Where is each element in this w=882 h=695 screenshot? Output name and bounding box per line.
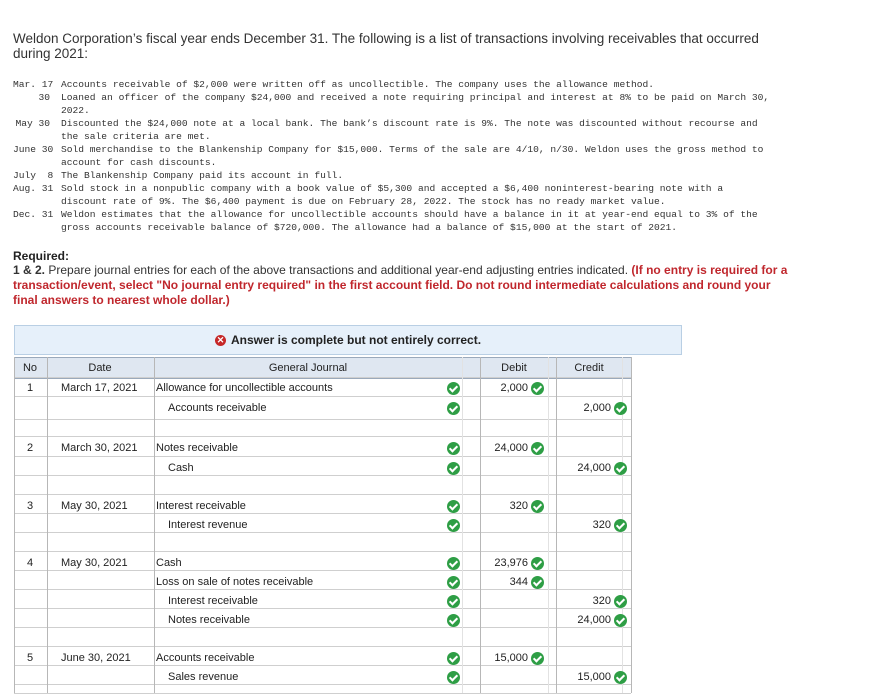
transaction-text: account for cash discounts. (61, 157, 217, 168)
debit-field[interactable]: 344 (509, 576, 528, 588)
debit-field[interactable]: 15,000 (494, 652, 528, 664)
account-correct-check-icon (447, 442, 460, 455)
account-field[interactable]: Interest receivable (156, 500, 246, 512)
account-correct-check-icon (447, 382, 460, 395)
transaction-text: the sale criteria are met. (61, 131, 211, 142)
entry-date[interactable]: May 30, 2021 (61, 557, 128, 569)
transaction-text: Sold merchandise to the Blankenship Company for $15,000. Terms of the sale are 4/10, n/30. Weldon uses the gross method to (61, 144, 764, 155)
account-field[interactable]: Loss on sale of notes receivable (156, 576, 314, 588)
col-debit-header: Debit (501, 362, 527, 374)
row-divider (14, 551, 631, 552)
entry-number: 3 (26, 500, 34, 512)
problem-intro: Weldon Corporation’s fiscal year ends December 31. The following is a list of transactions involving receivables that occurred during 2021: (13, 31, 759, 61)
debit-correct-check-icon (531, 500, 544, 513)
account-correct-check-icon (447, 500, 460, 513)
answer-status-text: Answer is complete but not entirely correct. (230, 333, 482, 347)
entry-number: 5 (26, 652, 34, 664)
transaction-date: Dec. 31 (13, 209, 54, 220)
credit-field[interactable]: 15,000 (577, 671, 611, 683)
account-field[interactable]: Interest revenue (168, 519, 248, 531)
entry-number: 4 (26, 557, 34, 569)
col-credit-header: Credit (574, 362, 604, 374)
col-no-header: No (22, 362, 38, 374)
account-field[interactable]: Interest receivable (168, 595, 258, 607)
column-divider (631, 357, 632, 693)
credit-correct-check-icon (614, 614, 627, 627)
journal-row (14, 459, 631, 478)
journal-row (14, 611, 631, 630)
row-divider (14, 494, 631, 495)
journal-row (14, 379, 631, 398)
debit-field[interactable]: 23,976 (494, 557, 528, 569)
transaction-text: 2022. (61, 105, 90, 116)
debit-field[interactable]: 24,000 (494, 442, 528, 454)
debit-correct-check-icon (531, 652, 544, 665)
debit-field[interactable]: 320 (509, 500, 528, 512)
entry-number: 2 (26, 442, 34, 454)
account-correct-check-icon (447, 519, 460, 532)
transaction-text: Discounted the $24,000 note at a local bank. The bank’s discount rate is 9%. The note was discounted without recourse and (61, 118, 758, 129)
journal-row (14, 439, 631, 458)
transaction-text: Sold stock in a nonpublic company with a book value of $5,300 and accepted a $6,400 noninterest-bearing note with a (61, 183, 724, 194)
journal-row (14, 573, 631, 592)
account-correct-check-icon (447, 402, 460, 415)
credit-field[interactable]: 320 (592, 595, 611, 607)
credit-correct-check-icon (614, 519, 627, 532)
debit-field[interactable]: 2,000 (500, 382, 528, 394)
journal-row (14, 399, 631, 418)
transaction-text: The Blankenship Company paid its account in full. (61, 170, 344, 181)
credit-correct-check-icon (614, 595, 627, 608)
account-field[interactable]: Accounts receivable (156, 652, 255, 664)
required-parts: 1 & 2. (13, 263, 46, 277)
entry-date[interactable]: May 30, 2021 (61, 500, 128, 512)
debit-correct-check-icon (531, 576, 544, 589)
required-text: Prepare journal entries for each of the above transactions and additional year-end adjusting entries indicated. (48, 263, 629, 277)
journal-row (14, 554, 631, 573)
credit-field[interactable]: 2,000 (583, 402, 611, 414)
credit-field[interactable]: 24,000 (577, 462, 611, 474)
entry-date[interactable]: March 30, 2021 (61, 442, 138, 454)
account-correct-check-icon (447, 671, 460, 684)
journal-row (14, 649, 631, 668)
incorrect-x-icon: ✕ (216, 334, 225, 345)
transaction-date: July 8 (13, 170, 54, 181)
journal-row (14, 516, 631, 535)
account-correct-check-icon (447, 595, 460, 608)
transaction-text: discount rate of 9%. The $6,400 payment is due on February 28, 2022. The stock has no ready market value. (61, 196, 666, 207)
journal-table-header (14, 357, 631, 379)
row-divider (14, 419, 631, 420)
transaction-date: Aug. 31 (13, 183, 54, 194)
credit-correct-check-icon (614, 462, 627, 475)
transaction-text: gross accounts receivable balance of $720,000. The allowance had a balance of $15,000 at the start of 2021. (61, 222, 678, 233)
credit-correct-check-icon (614, 402, 627, 415)
credit-correct-check-icon (614, 671, 627, 684)
entry-date[interactable]: June 30, 2021 (61, 652, 131, 664)
debit-correct-check-icon (531, 442, 544, 455)
account-field[interactable]: Accounts receivable (168, 402, 267, 414)
required-heading: Required: (13, 249, 70, 263)
account-correct-check-icon (447, 652, 460, 665)
debit-correct-check-icon (531, 382, 544, 395)
entry-number: 1 (26, 382, 34, 394)
transaction-date: Mar. 17 (13, 79, 54, 90)
row-divider (14, 646, 631, 647)
account-field[interactable]: Cash (168, 462, 194, 474)
required-instructions (13, 263, 793, 308)
col-journal-header: General Journal (268, 362, 348, 374)
transaction-date: 30 (38, 92, 50, 103)
journal-row (14, 668, 631, 687)
journal-row (14, 497, 631, 516)
transaction-text: Accounts receivable of $2,000 were written off as uncollectible. The company uses the allowance method. (61, 79, 654, 90)
row-divider (14, 436, 631, 437)
credit-field[interactable]: 320 (592, 519, 611, 531)
required-note: (If no entry is required for a transaction/event, select "No journal entry required" in the first account field. Do not round intermediate calculations and round your final answers to nearest whole dollar.) (13, 263, 788, 307)
account-correct-check-icon (447, 557, 460, 570)
account-correct-check-icon (447, 614, 460, 627)
journal-row (14, 592, 631, 611)
credit-field[interactable]: 24,000 (577, 614, 611, 626)
col-date-header: Date (88, 362, 112, 374)
transaction-text: Loaned an officer of the company $24,000 and received a note requiring principal and interest at 8% to be paid on March 30, (61, 92, 770, 103)
account-correct-check-icon (447, 462, 460, 475)
row-divider (14, 693, 631, 694)
debit-correct-check-icon (531, 557, 544, 570)
account-field[interactable]: Sales revenue (168, 671, 239, 683)
transaction-date: May 30 (15, 118, 50, 129)
transaction-text: Weldon estimates that the allowance for uncollectible accounts should have a balance in it at year-end equal to 3% of the (61, 209, 758, 220)
answer-status-banner (14, 325, 682, 355)
row-divider (14, 377, 631, 378)
entry-date[interactable]: March 17, 2021 (61, 382, 138, 394)
account-field[interactable]: Cash (156, 557, 182, 569)
account-correct-check-icon (447, 576, 460, 589)
transaction-date: June 30 (13, 144, 54, 155)
account-field[interactable]: Allowance for uncollectible accounts (156, 382, 333, 394)
account-field[interactable]: Notes receivable (168, 614, 250, 626)
account-field[interactable]: Notes receivable (156, 442, 238, 454)
